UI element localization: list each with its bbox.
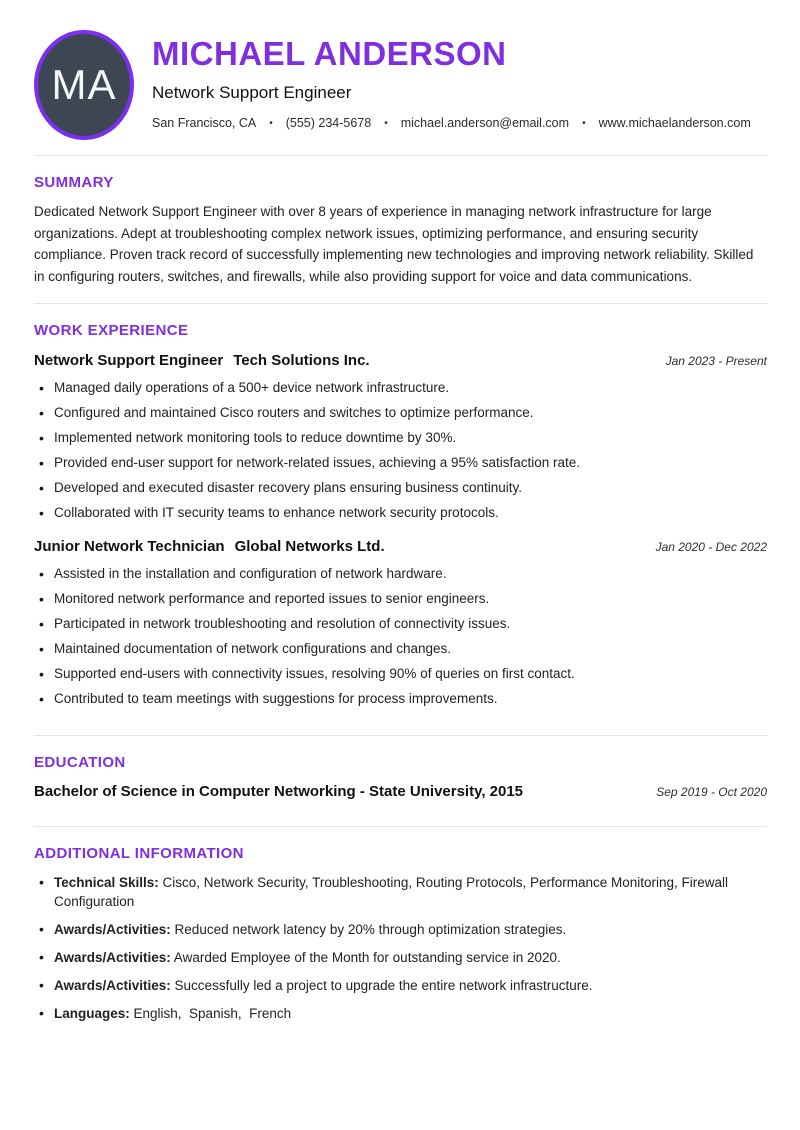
additional-info-list (34, 873, 767, 1023)
section-additional-information (34, 845, 767, 1023)
job-entry-header (34, 538, 767, 556)
additional-info-text: Successfully led a project to upgrade the entire network infrastructure. (170, 978, 593, 993)
bullet-separator-icon: • (269, 117, 273, 129)
job-entry (34, 538, 767, 708)
contact-location: San Francisco, CA (152, 116, 257, 131)
job-bullet: • Provided end-user support for network-related issues, achieving a 95% satisfaction rate. (34, 454, 767, 472)
job-title: Network Support Engineer (34, 352, 224, 369)
education-entry (34, 783, 767, 800)
additional-info-label: Awards/Activities: (54, 950, 171, 965)
additional-info-text: English, Spanish, French (129, 1006, 292, 1021)
divider (34, 826, 767, 827)
avatar-initials: MA (51, 61, 117, 108)
divider (34, 735, 767, 736)
candidate-title: Network Support Engineer (152, 83, 352, 103)
additional-info-item (34, 948, 767, 967)
additional-info-text: Reduced network latency by 20% through optimization strategies. (170, 922, 567, 937)
additional-info-label: Languages: (54, 1006, 130, 1021)
contact-line (152, 116, 751, 130)
job-bullet: • Assisted in the installation and configuration of network hardware. (34, 565, 767, 583)
job-company: Global Networks Ltd. (234, 538, 385, 555)
job-bullet: • Collaborated with IT security teams to enhance network security protocols. (34, 504, 767, 522)
section-work-experience (34, 322, 767, 708)
job-bullet-list (34, 565, 767, 708)
job-dates: Jan 2020 - Dec 2022 (655, 540, 767, 554)
job-title: Junior Network Technician (34, 538, 225, 555)
additional-information-heading: ADDITIONAL INFORMATION (34, 845, 244, 862)
resume-header (34, 28, 767, 140)
section-summary (34, 174, 767, 287)
additional-info-item (34, 976, 767, 995)
additional-info-label: Awards/Activities: (54, 978, 171, 993)
additional-info-item (34, 920, 767, 939)
additional-info-text: Awarded Employee of the Month for outstanding service in 2020. (170, 950, 561, 965)
education-degree: Bachelor of Science in Computer Networking - State University, 2015 (34, 783, 524, 800)
job-bullet: • Managed daily operations of a 500+ device network infrastructure. (34, 379, 767, 397)
additional-info-text: Cisco, Network Security, Troubleshooting, Routing Protocols, Performance Monitoring, Firewall Configuration (54, 875, 732, 909)
header-text (152, 28, 751, 130)
job-dates: Jan 2023 - Present (665, 354, 767, 368)
job-entry (34, 352, 767, 522)
contact-phone: (555) 234-5678 (285, 116, 372, 131)
additional-info-item (34, 1004, 767, 1023)
job-company: Tech Solutions Inc. (233, 352, 370, 369)
job-bullet: • Participated in network troubleshooting and resolution of connectivity issues. (34, 615, 767, 633)
summary-heading: SUMMARY (34, 174, 114, 191)
divider (34, 303, 767, 304)
job-bullet-list (34, 379, 767, 522)
summary-text: Dedicated Network Support Engineer with over 8 years of experience in managing network infrastructure for large organizations. Adept at troubleshooting complex network issues, optimizing performance, and ensuring security compliance. Proven track record of successfully implementing new technologies and improving network reliability. Skilled in configuring routers, switches, and firewalls, while also providing support for voice and data communications. (34, 204, 754, 284)
divider (34, 155, 767, 156)
job-bullet: • Maintained documentation of network configurations and changes. (34, 640, 767, 658)
section-education (34, 754, 767, 800)
contact-website: www.michaelanderson.com (598, 116, 751, 131)
bullet-separator-icon: • (582, 117, 586, 129)
job-entry-header (34, 352, 767, 370)
job-bullet: • Monitored network performance and reported issues to senior engineers. (34, 590, 767, 608)
job-title-company (34, 352, 370, 370)
contact-email: michael.anderson@email.com (400, 116, 570, 131)
job-bullet: • Contributed to team meetings with suggestions for process improvements. (34, 690, 767, 708)
education-dates: Sep 2019 - Oct 2020 (656, 785, 767, 799)
job-bullet: • Implemented network monitoring tools to reduce downtime by 30%. (34, 429, 767, 447)
education-heading: EDUCATION (34, 754, 126, 771)
job-bullet: • Developed and executed disaster recovery plans ensuring business continuity. (34, 479, 767, 497)
candidate-name: MICHAEL ANDERSON (152, 35, 507, 72)
bullet-separator-icon: • (384, 117, 388, 129)
additional-info-label: Awards/Activities: (54, 922, 171, 937)
job-bullet: • Supported end-users with connectivity issues, resolving 90% of queries on first contact. (34, 665, 767, 683)
job-bullet: • Configured and maintained Cisco routers and switches to optimize performance. (34, 404, 767, 422)
additional-info-label: Technical Skills: (54, 875, 159, 890)
work-experience-heading: WORK EXPERIENCE (34, 322, 189, 339)
job-title-company (34, 538, 385, 556)
additional-info-item (34, 873, 767, 911)
avatar (34, 30, 134, 140)
